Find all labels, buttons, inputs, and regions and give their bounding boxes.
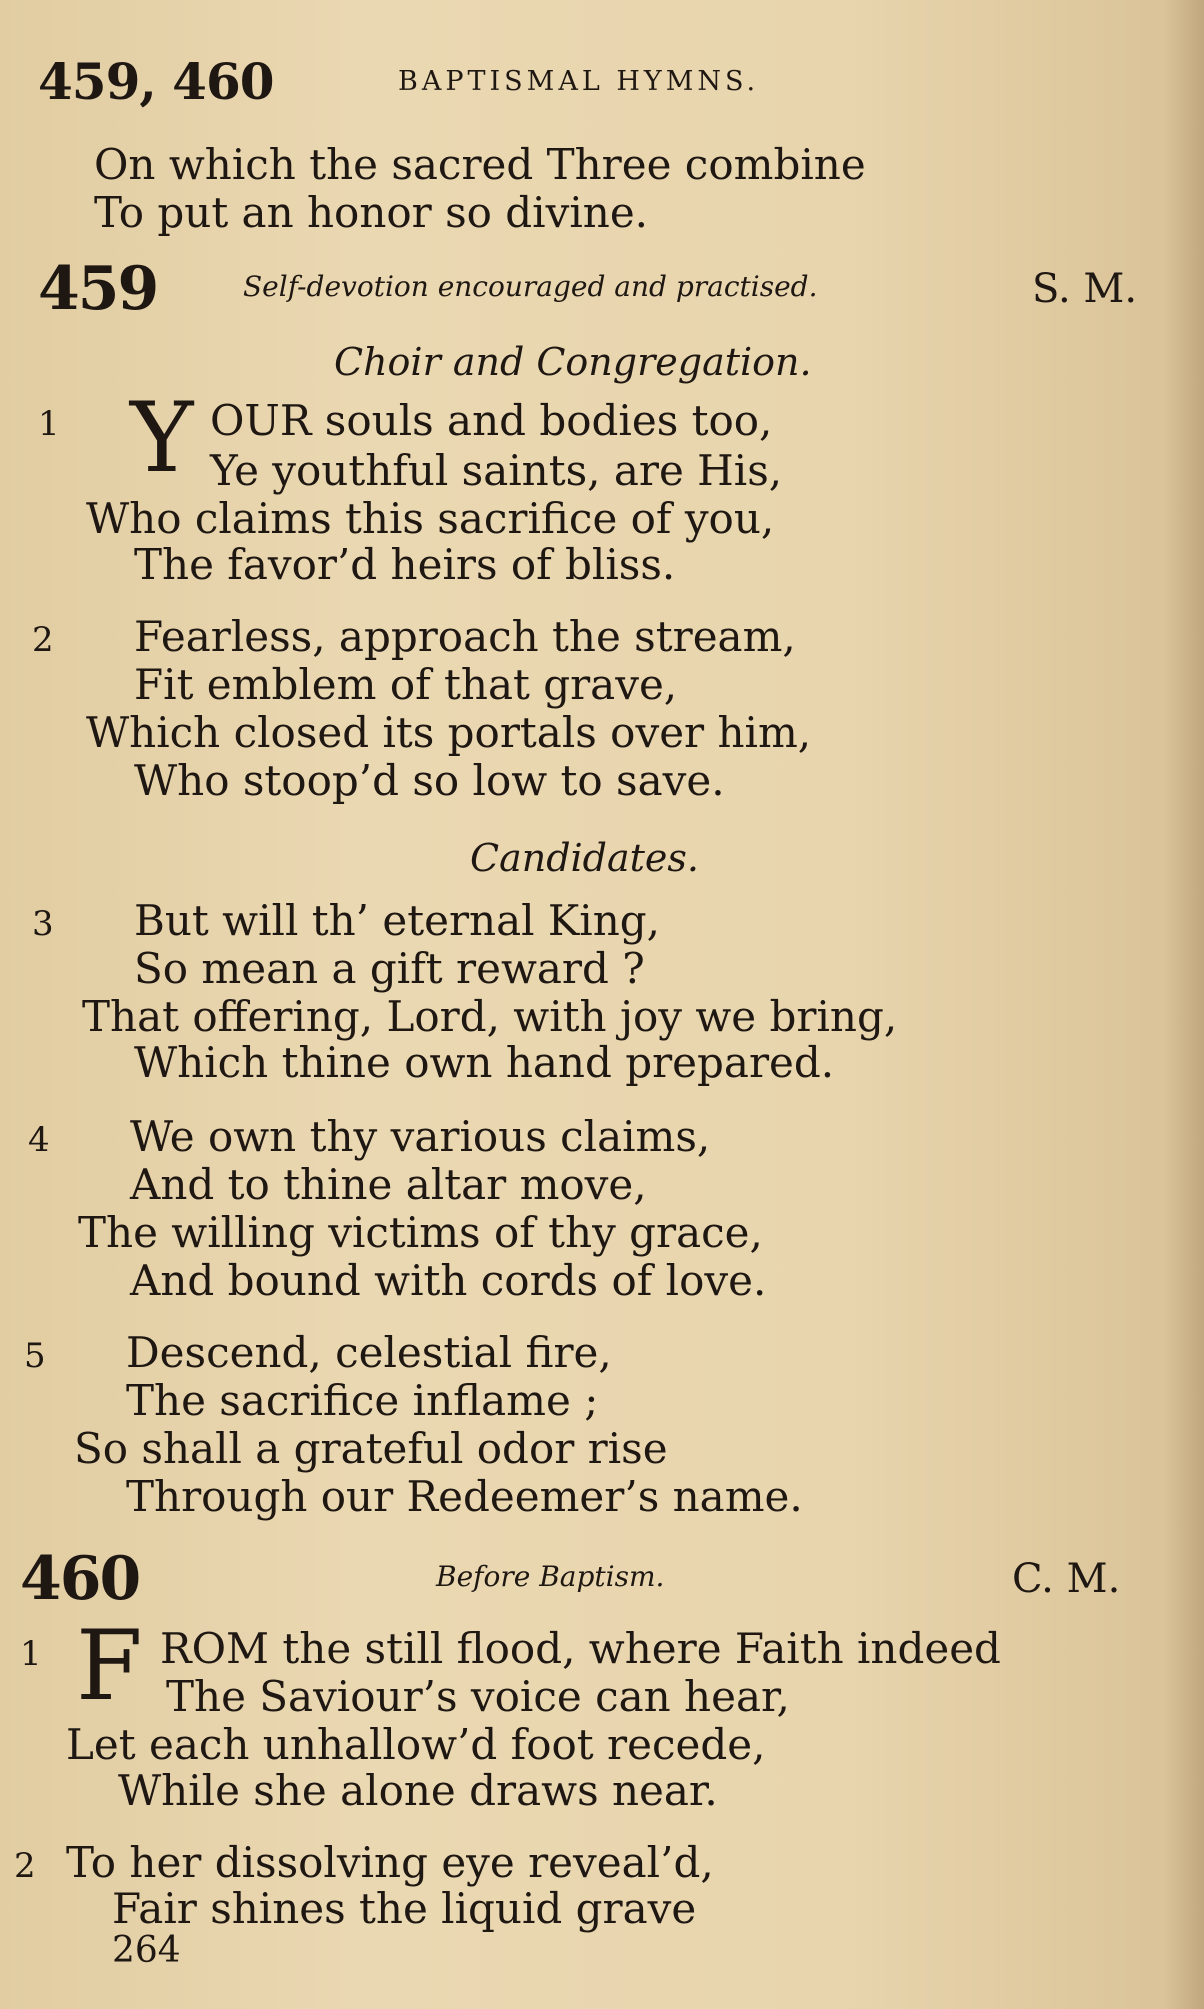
- verse-number: 2: [32, 620, 54, 660]
- verse-line: Who claims this sacrifice of you,: [86, 494, 775, 543]
- section-heading: Choir and Congregation.: [334, 340, 812, 384]
- verse-line: We own thy various claims,: [130, 1112, 711, 1161]
- continuation-line: On which the sacred Three combine: [94, 140, 866, 189]
- running-title: BAPTISMAL HYMNS.: [398, 66, 760, 97]
- verse-line: Fearless, approach the stream,: [134, 612, 796, 661]
- verse-line: Which thine own hand prepared.: [134, 1038, 835, 1087]
- hymn-460-meter: C. M.: [1012, 1556, 1121, 1602]
- verse-line: And to thine altar move,: [130, 1160, 647, 1209]
- page-edge-shadow: [1164, 0, 1204, 2009]
- verse-line: Descend, celestial fire,: [126, 1328, 612, 1377]
- verse-number: 3: [32, 904, 54, 944]
- verse-number: 4: [28, 1120, 50, 1160]
- verse-line: Let each unhallow’d foot recede,: [66, 1720, 766, 1769]
- verse-line: ROM the still flood, where Faith indeed: [160, 1624, 1001, 1673]
- verse-line: So shall a grateful odor rise: [74, 1424, 668, 1473]
- verse-line: That offering, Lord, with joy we bring,: [82, 992, 898, 1041]
- verse-line: So mean a gift reward ?: [134, 944, 645, 993]
- verse-number: 1: [38, 404, 60, 444]
- verse-line: OUR souls and bodies too,: [210, 396, 773, 445]
- verse-line: The favor’d heirs of bliss.: [134, 540, 676, 589]
- verse-line: The Saviour’s voice can hear,: [166, 1672, 790, 1721]
- hymn-460-subject: Before Baptism.: [436, 1560, 665, 1593]
- verse-line: But will th’ eternal King,: [134, 896, 661, 945]
- hymn-460-number: 460: [20, 1544, 140, 1614]
- hymn-459-meter: S. M.: [1032, 266, 1138, 312]
- verse-number: 2: [14, 1846, 36, 1886]
- verse-line: To her dissolving eye reveal’d,: [66, 1838, 714, 1887]
- verse-line: The willing victims of thy grace,: [78, 1208, 763, 1257]
- verse-line: The sacrifice inflame ;: [126, 1376, 599, 1425]
- verse-number: 5: [24, 1336, 46, 1376]
- page-number: 264: [112, 1930, 181, 1971]
- hymn-459-subject: Self-devotion encouraged and practised.: [243, 270, 818, 303]
- hymn-459-number: 459: [38, 254, 158, 324]
- verse-line: Fair shines the liquid grave: [112, 1884, 697, 1933]
- verse-line: Fit emblem of that grave,: [134, 660, 678, 709]
- continuation-line: To put an honor so divine.: [94, 188, 649, 237]
- verse-line: Through our Redeemer’s name.: [126, 1472, 803, 1521]
- header-hymn-numbers: 459, 460: [38, 52, 274, 111]
- drop-cap: F: [76, 1610, 143, 1722]
- verse-line: Which closed its portals over him,: [86, 708, 812, 757]
- verse-line: Ye youthful saints, are His,: [210, 446, 783, 495]
- drop-cap: Y: [130, 382, 194, 494]
- verse-line: While she alone draws near.: [118, 1766, 718, 1815]
- verse-line: And bound with cords of love.: [130, 1256, 767, 1305]
- section-heading: Candidates.: [470, 836, 700, 880]
- verse-line: Who stoop’d so low to save.: [134, 756, 725, 805]
- verse-number: 1: [20, 1634, 42, 1674]
